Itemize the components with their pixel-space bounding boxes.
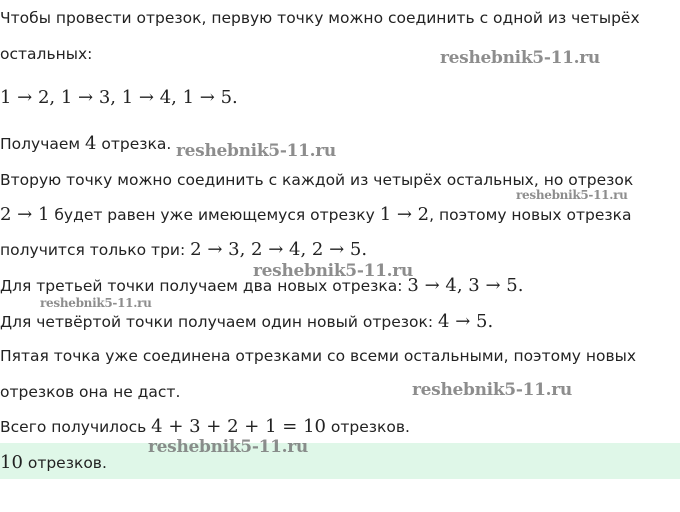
watermark-2: reshebnik5-11.ru xyxy=(176,141,336,161)
solution-line-11 xyxy=(0,382,180,402)
math-expression: 3 → 4, 3 → 5. xyxy=(407,275,524,296)
math-expression: 4 + 3 + 2 + 1 = 10 xyxy=(151,416,326,437)
solution-line-5 xyxy=(0,170,633,190)
solution-line-3 xyxy=(0,88,238,108)
text-segment: отрезка. xyxy=(96,135,172,153)
watermark-1: reshebnik5-11.ru xyxy=(440,48,600,68)
math-expression: 1 → 2, 1 → 3, 1 → 4, 1 → 5. xyxy=(0,87,238,108)
watermark-7: reshebnik5-11.ru xyxy=(148,437,308,457)
solution-line-2 xyxy=(0,44,92,64)
solution-line-10 xyxy=(0,346,636,366)
text-segment: Вторую точку можно соединить с каждой из четырёх остальных, но отрезок xyxy=(0,171,634,189)
solution-line-9 xyxy=(0,312,493,332)
text-segment: Для четвёртой точки получаем один новый отрезок: xyxy=(0,313,439,331)
math-expression: 4 → 5. xyxy=(438,311,494,332)
text-segment: Получаем xyxy=(0,135,86,153)
watermark-5: reshebnik5-11.ru xyxy=(40,296,152,310)
text-segment: Пятая точка уже соединена отрезками со всеми остальными, поэтому новых xyxy=(0,347,637,365)
text-segment: , поэтому новых отрезка xyxy=(429,206,632,224)
solution-line-4 xyxy=(0,134,171,154)
watermark-4: reshebnik5-11.ru xyxy=(253,261,413,281)
answer-line xyxy=(0,453,107,473)
solution-line-12 xyxy=(0,417,410,437)
solution-line-1 xyxy=(0,8,640,28)
text-segment: Чтобы провести отрезок, первую точку можно соединить с одной из четырёх xyxy=(0,9,640,27)
text-segment: отрезков. xyxy=(325,418,410,436)
solution-line-7 xyxy=(0,240,367,260)
text-segment: отрезков. xyxy=(22,454,107,472)
math-expression: 2 → 3, 2 → 4, 2 → 5. xyxy=(190,239,368,260)
text-segment: будет равен уже имеющемуся отрезку xyxy=(49,206,380,224)
text-segment: отрезков она не даст. xyxy=(0,383,181,401)
text-segment: остальных: xyxy=(0,45,93,63)
text-segment: получится только три: xyxy=(0,241,191,259)
math-expression: 2 → 1 xyxy=(0,204,50,225)
text-segment: Для третьей точки получаем два новых отрезка: xyxy=(0,277,408,295)
watermark-6: reshebnik5-11.ru xyxy=(412,380,572,400)
solution-line-6 xyxy=(0,205,632,225)
math-expression: 10 xyxy=(0,452,23,473)
text-segment: Всего получилось xyxy=(0,418,152,436)
math-expression: 1 → 2 xyxy=(379,204,430,225)
math-expression: 4 xyxy=(85,133,97,154)
watermark-3: reshebnik5-11.ru xyxy=(516,188,628,202)
